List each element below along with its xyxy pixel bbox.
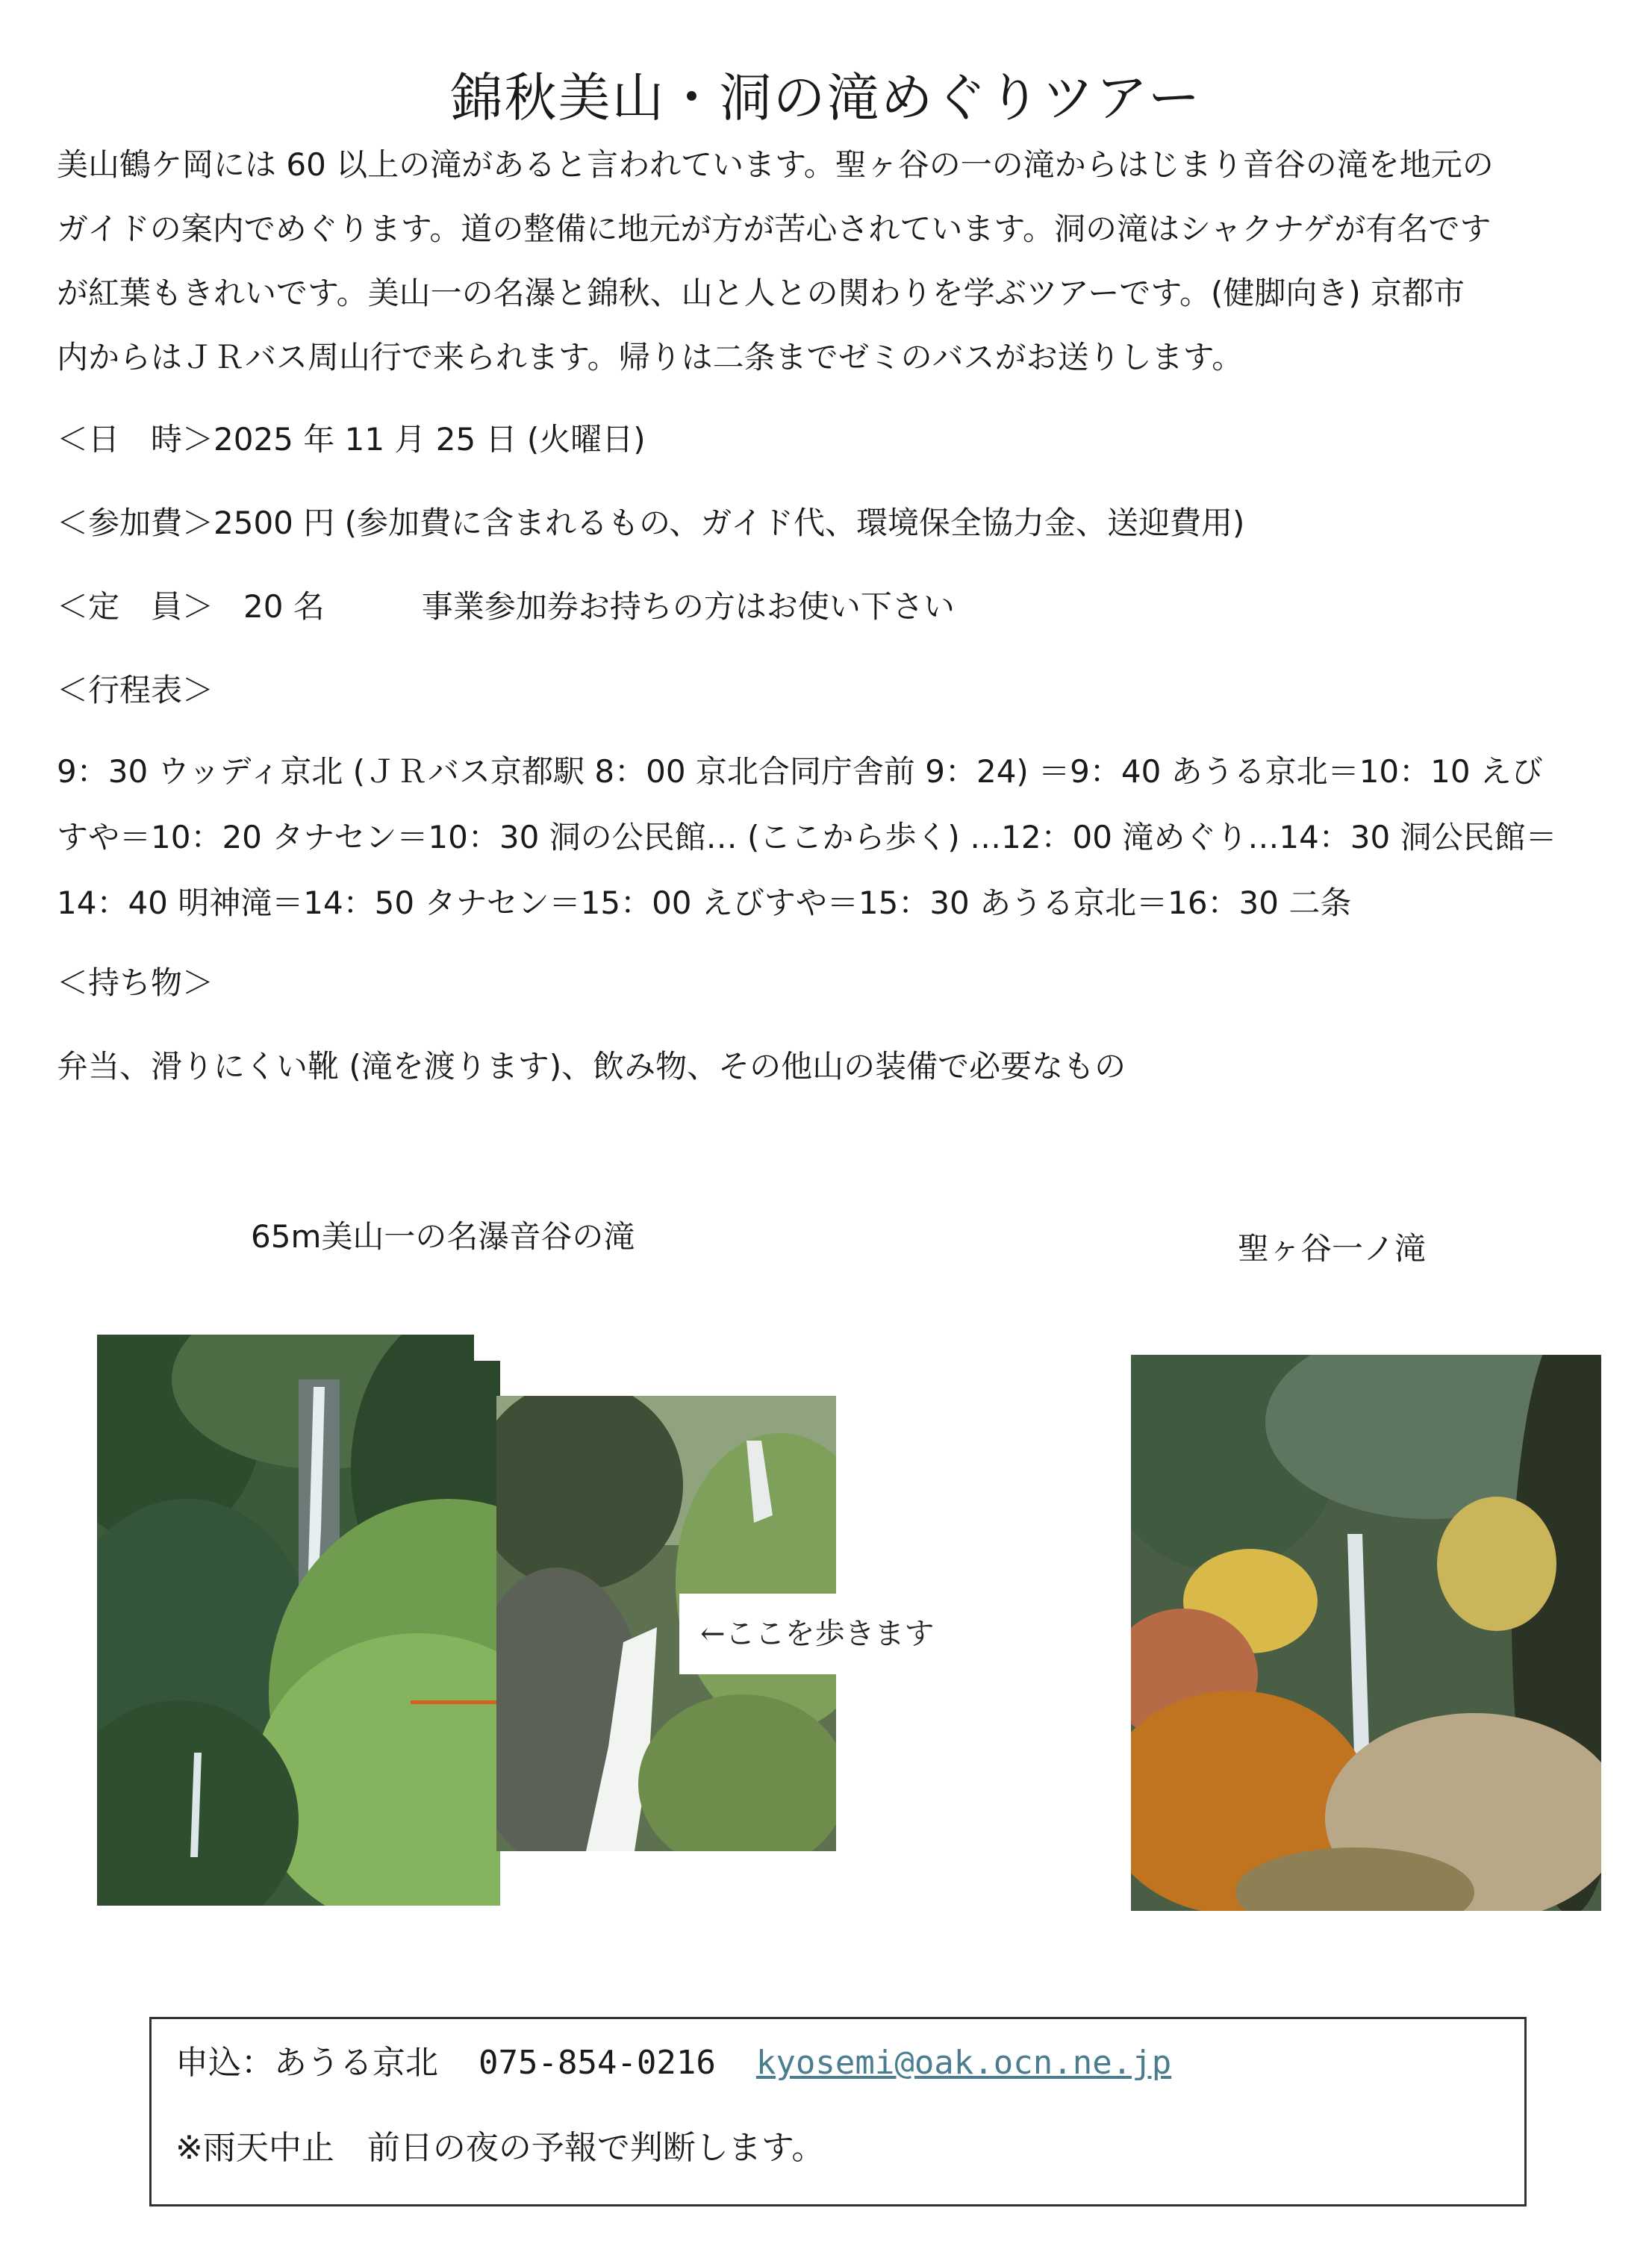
contact-row (175, 2036, 1171, 2083)
date-label: ＜日 時＞ (57, 421, 214, 458)
itinerary-line: すや＝10：20 タナセン＝10：30 洞の公民館… (ここから歩く) …12：00 滝めぐり…14：30 洞公民館＝ (57, 819, 1557, 855)
contact-box (149, 2017, 1527, 2206)
contact-email-link[interactable]: kyosemi@oak.ocn.ne.jp (755, 2044, 1172, 2082)
capacity-row (57, 582, 955, 627)
right-photo-caption: 聖ヶ谷一ノ滝 (1238, 1230, 1427, 1267)
fee-label: ＜参加費＞ (57, 505, 214, 541)
belongings-text: 弁当、滑りにくい靴 (滝を渡ります)、飲み物、その他山の装備で必要なもの (57, 1048, 1126, 1085)
waterfall-photo-left (97, 1335, 537, 1906)
intro-line: 内からはＪＲバス周山行で来られます。帰りは二条までゼミのバスがお送りします。 (57, 339, 1244, 375)
belongings-label: ＜持ち物＞ (57, 964, 214, 1001)
capacity-note: 事業参加券お持ちの方はお使い下さい (421, 588, 955, 625)
walk-here-callout: ←ここを歩きます (679, 1594, 978, 1674)
contact-label: 申込：あうる京北 (175, 2044, 438, 2082)
left-photo-caption: 65m美山一の名瀑音谷の滝 (251, 1218, 635, 1255)
waterfall-photo-right (1131, 1355, 1601, 1911)
capacity-value: 20 名 (243, 588, 325, 625)
itinerary-list (57, 739, 1557, 936)
intro-line: ガイドの案内でめぐります。道の整備に地元が方が苦心されています。洞の滝はシャクナゲが有名です (57, 210, 1492, 247)
rain-notice: ※雨天中止 前日の夜の予報で判断します。 (175, 2129, 825, 2167)
capacity-label: ＜定 員＞ (57, 588, 214, 625)
contact-phone: 075-854-0216 (479, 2044, 716, 2082)
itinerary-line: 14：40 明神滝＝14：50 タナセン＝15：00 えびすや＝15：30 あうる京北＝16：30 二条 (57, 885, 1352, 921)
intro-line: が紅葉もきれいです。美山一の名瀑と錦秋、山と人との関わりを学ぶツアーです。(健脚向き) 京都市 (57, 275, 1465, 311)
itinerary-label: ＜行程表＞ (57, 672, 214, 708)
date-value: 2025 年 11 月 25 日 (火曜日) (213, 421, 646, 458)
intro-paragraph (57, 133, 1595, 390)
date-row (57, 415, 646, 460)
itinerary-line: 9：30 ウッディ京北 (ＪＲバス京都駅 8：00 京北合同庁舎前 9：24) ＝9：40 あうる京北＝10：10 えび (57, 753, 1543, 790)
page-title: 錦秋美山・洞の滝めぐりツアー (450, 66, 1202, 128)
fee-value: 2500 円 (参加費に含まれるもの、ガイド代、環境保全協力金、送迎費用) (213, 505, 1245, 541)
fee-row (57, 499, 1244, 543)
intro-line: 美山鶴ケ岡には 60 以上の滝があると言われています。聖ヶ谷の一の滝からはじまり音谷の滝を地元の (57, 146, 1494, 183)
